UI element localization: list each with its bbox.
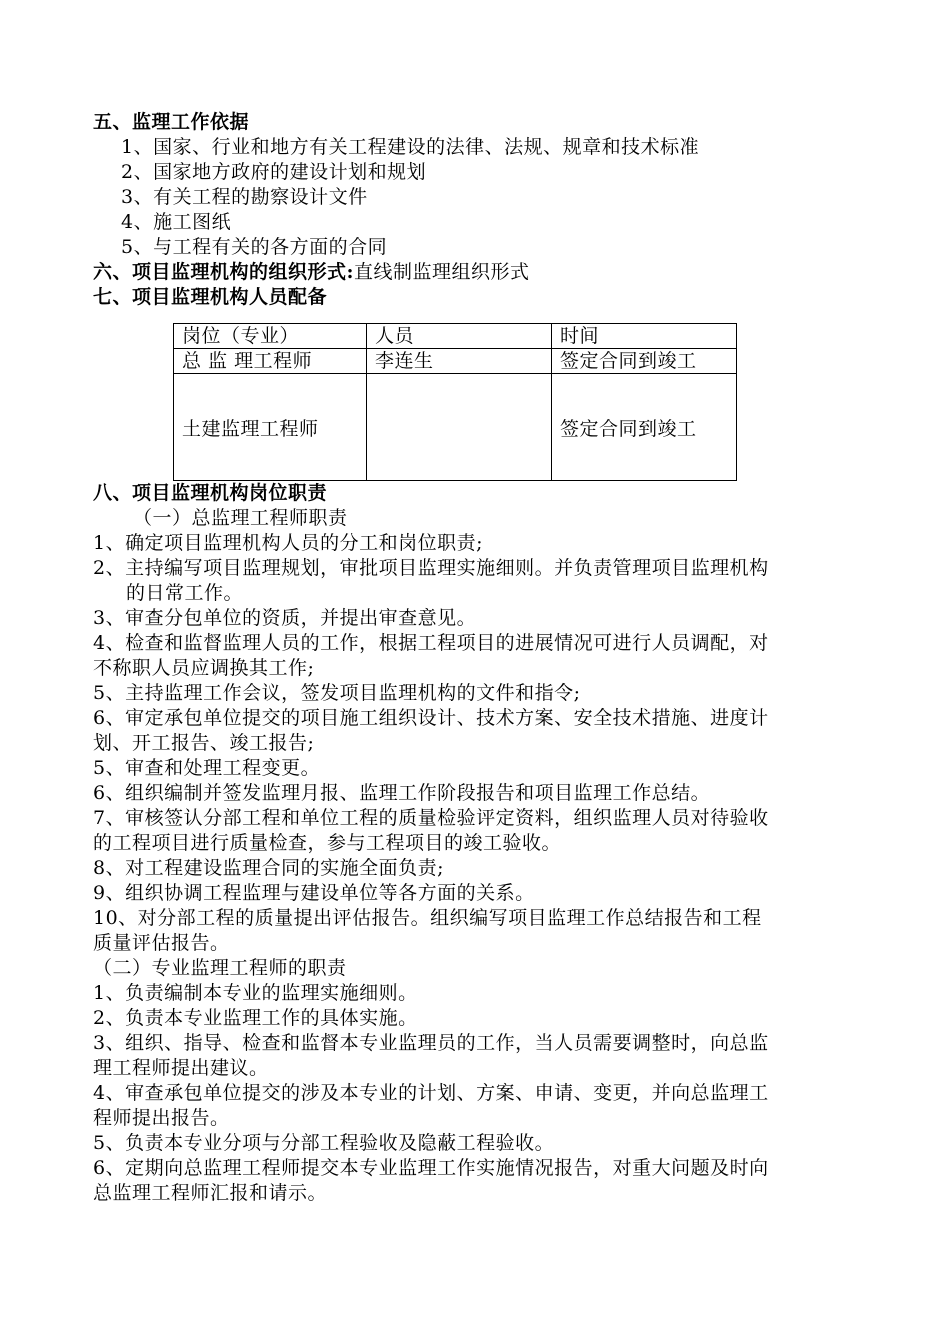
list-item: 6、组织编制并签发监理月报、监理工作阶段报告和项目监理工作总结。 [93, 782, 711, 804]
table-cell: 签定合同到竣工 [552, 374, 737, 481]
section5-item-4: 4、施工图纸 [121, 211, 232, 233]
list-item: 6、审定承包单位提交的项目施工组织设计、技术方案、安全技术措施、进度计 [93, 707, 769, 729]
list-item: 2、负责本专业监理工作的具体实施。 [93, 1007, 418, 1029]
list-item: 总监理工程师汇报和请示。 [93, 1182, 328, 1204]
table-header-cell: 人员 [367, 324, 552, 349]
section7-heading: 七、项目监理机构人员配备 [93, 286, 328, 308]
section6-value: 直线制监理组织形式 [354, 261, 530, 283]
list-item: 2、主持编写项目监理规划，审批项目监理实施细则。并负责管理项目监理机构 [93, 557, 769, 579]
sub1-lines [93, 531, 873, 956]
table-header-cell: 岗位（专业） [174, 324, 367, 349]
list-item: 4、审查承包单位提交的涉及本专业的计划、方案、申请、变更，并向总监理工 [93, 1082, 769, 1104]
list-item: 1、负责编制本专业的监理实施细则。 [93, 982, 418, 1004]
list-item: 5、审查和处理工程变更。 [93, 757, 321, 779]
document-page [93, 110, 873, 1206]
list-item: 质量评估报告。 [93, 932, 230, 954]
list-item: 4、检查和监督监理人员的工作，根据工程项目的进展情况可进行人员调配，对 [93, 632, 769, 654]
list-item: 3、组织、指导、检查和监督本专业监理员的工作，当人员需要调整时，向总监 [93, 1032, 769, 1054]
list-item: 9、组织协调工程监理与建设单位等各方面的关系。 [93, 882, 535, 904]
list-item: 的工程项目进行质量检查，参与工程项目的竣工验收。 [93, 832, 562, 854]
section6-heading: 六、项目监理机构的组织形式: [93, 261, 355, 283]
table-row [174, 374, 737, 481]
section5-item-3: 3、有关工程的勘察设计文件 [121, 186, 368, 208]
list-item: 程师提出报告。 [93, 1107, 230, 1129]
section5-item-2: 2、国家地方政府的建设计划和规划 [121, 161, 427, 183]
list-item: 划、开工报告、竣工报告; [93, 732, 315, 754]
list-item: 5、负责本专业分项与分部工程验收及隐蔽工程验收。 [93, 1132, 555, 1154]
sub1-title: （一）总监理工程师职责 [133, 507, 348, 529]
staff-table [173, 323, 737, 481]
section8-heading: 八、项目监理机构岗位职责 [93, 482, 328, 504]
section6-line [93, 260, 873, 285]
list-item: 6、定期向总监理工程师提交本专业监理工作实施情况报告，对重大问题及时向 [93, 1157, 769, 1179]
list-item: 1、确定项目监理机构人员的分工和岗位职责; [93, 532, 483, 554]
section5-item-1: 1、国家、行业和地方有关工程建设的法律、法规、规章和技术标准 [121, 136, 700, 158]
table-cell: 签定合同到竣工 [552, 349, 737, 374]
table-cell: 总 监 理工程师 [174, 349, 367, 374]
section5-heading: 五、监理工作依据 [93, 111, 250, 133]
sub2-title: （二）专业监理工程师的职责 [93, 957, 347, 979]
list-item: 5、主持监理工作会议，签发项目监理机构的文件和指令; [93, 682, 581, 704]
list-item: 3、审查分包单位的资质，并提出审查意见。 [93, 607, 477, 629]
list-item: 7、审核签认分部工程和单位工程的质量检验评定资料，组织监理人员对待验收 [93, 807, 769, 829]
list-item: 8、对工程建设监理合同的实施全面负责; [93, 857, 444, 879]
list-item: 10、对分部工程的质量提出评估报告。组织编写项目监理工作总结报告和工程 [93, 907, 762, 929]
table-header-cell: 时间 [552, 324, 737, 349]
table-row [174, 349, 737, 374]
section5-item-5: 5、与工程有关的各方面的合同 [121, 236, 388, 258]
table-cell: 土建监理工程师 [174, 374, 367, 481]
table-cell [367, 374, 552, 481]
list-item: 的日常工作。 [126, 582, 244, 604]
table-cell: 李连生 [367, 349, 552, 374]
table-header-row [174, 324, 737, 349]
list-item: 不称职人员应调换其工作; [93, 657, 315, 679]
sub2-lines [93, 981, 873, 1206]
list-item: 理工程师提出建议。 [93, 1057, 269, 1079]
